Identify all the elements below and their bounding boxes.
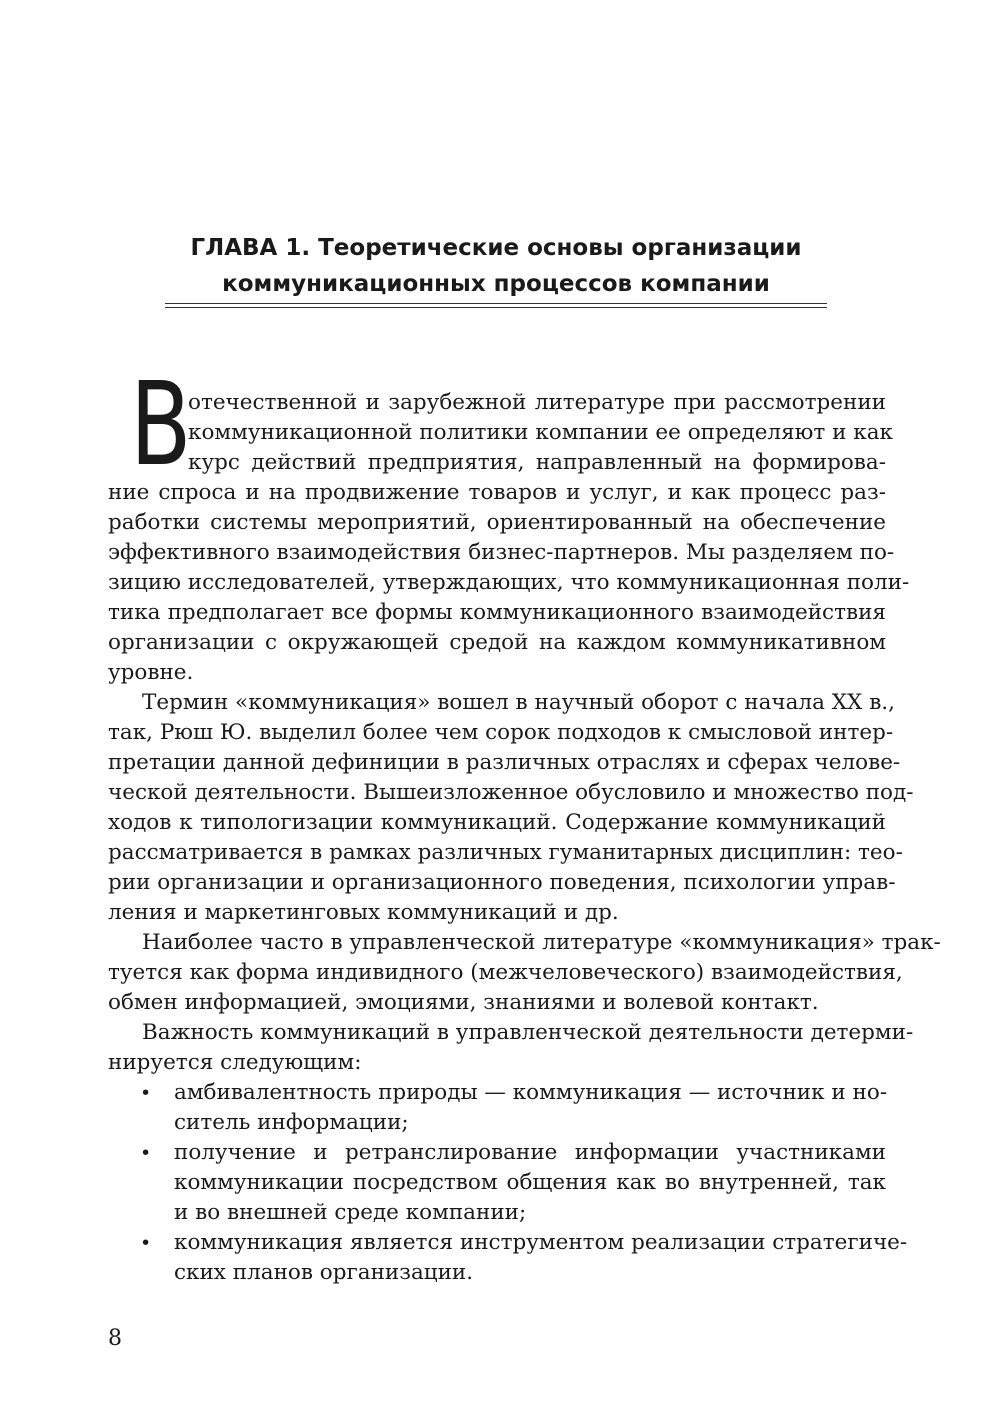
paragraph-line: рассматривается в рамках различных гуманитарных дисциплин: тео- xyxy=(108,840,903,865)
paragraph-line: Термин «коммуникация» вошел в научный оборот с начала XX в., xyxy=(142,690,895,715)
paragraph-line: коммуникационной политики компании ее определяют и как xyxy=(188,420,893,445)
paragraph-3 xyxy=(108,928,941,1018)
chapter-title xyxy=(165,230,827,302)
paragraph-line: так, Рюш Ю. выделил более чем сорок подходов к смысловой интер- xyxy=(108,720,894,745)
paragraph-line: организации с окружающей средой на каждом коммуникативном xyxy=(108,630,886,655)
paragraph-line: рии организации и организационного поведения, психологии управ- xyxy=(108,870,896,895)
chapter-title-line-1: ГЛАВА 1. Теоретические основы организации xyxy=(190,235,802,261)
paragraph-line: курс действий предприятия, направленный на формирова- xyxy=(188,450,886,475)
paragraph-line: ления и маркетинговых коммуникаций и др. xyxy=(108,900,619,925)
bullet-line: амбивалентность природы — коммуникация — источник и но- xyxy=(174,1080,888,1105)
bullet-line: ситель информации; xyxy=(174,1110,409,1135)
chapter-title-line-2: коммуникационных процессов компании xyxy=(222,271,770,297)
bullet-marker: • xyxy=(140,1142,152,1164)
bullet-line: получение и ретранслирование информации участниками xyxy=(174,1140,886,1165)
paragraph-line: ческой деятельности. Вышеизложенное обусловило и множество под- xyxy=(108,780,914,805)
paragraph-line: туется как форма индивидного (межчеловеческого) взаимодействия, xyxy=(108,960,903,985)
bullet-line: и во внешней среде компании; xyxy=(174,1200,527,1225)
bullet-line: коммуникации посредством общения как во внутренней, так xyxy=(174,1170,886,1195)
bullet-line: ских планов организации. xyxy=(174,1260,474,1285)
paragraph-line: Важность коммуникаций в управленческой деятельности детерми- xyxy=(142,1020,914,1045)
paragraph-line: ходов к типологизации коммуникаций. Содержание коммуникаций xyxy=(108,810,886,835)
paragraph-line: отечественной и зарубежной литературе при рассмотрении xyxy=(188,390,886,415)
paragraph-line: ние спроса и на продвижение товаров и услуг, и как процесс раз- xyxy=(108,480,886,505)
paragraph-line: обмен информацией, эмоциями, знаниями и волевой контакт. xyxy=(108,990,819,1015)
bullet-item-1 xyxy=(174,1078,886,1138)
bullet-line: коммуникация является инструментом реализации стратегиче- xyxy=(174,1230,908,1255)
title-rule-top xyxy=(165,303,827,304)
paragraph-4 xyxy=(108,1018,914,1078)
bullet-item-3 xyxy=(174,1228,908,1288)
paragraph-line: нируется следующим: xyxy=(108,1050,362,1075)
paragraph-line: тика предполагает все формы коммуникационного взаимодействия xyxy=(108,600,886,625)
paragraph-line: зицию исследователей, утверждающих, что коммуникационная поли- xyxy=(108,570,910,595)
page-number: 8 xyxy=(108,1326,122,1351)
paragraph-line: уровне. xyxy=(108,660,194,685)
paragraph-line: Наиболее часто в управленческой литературе «коммуникация» трак- xyxy=(142,930,941,955)
bullet-item-2 xyxy=(174,1138,886,1228)
drop-cap: В xyxy=(130,358,192,492)
paragraph-1 xyxy=(108,388,910,688)
bullet-marker: • xyxy=(140,1082,152,1104)
paragraph-line: претации данной дефиниции в различных отраслях и сферах челове- xyxy=(108,750,901,775)
title-rule-bottom xyxy=(165,307,827,308)
paragraph-line: эффективного взаимодействия бизнес-партнеров. Мы разделяем по- xyxy=(108,540,895,565)
paragraph-2 xyxy=(108,688,914,928)
bullet-marker: • xyxy=(140,1232,152,1254)
paragraph-line: работки системы мероприятий, ориентированный на обеспечение xyxy=(108,510,886,535)
